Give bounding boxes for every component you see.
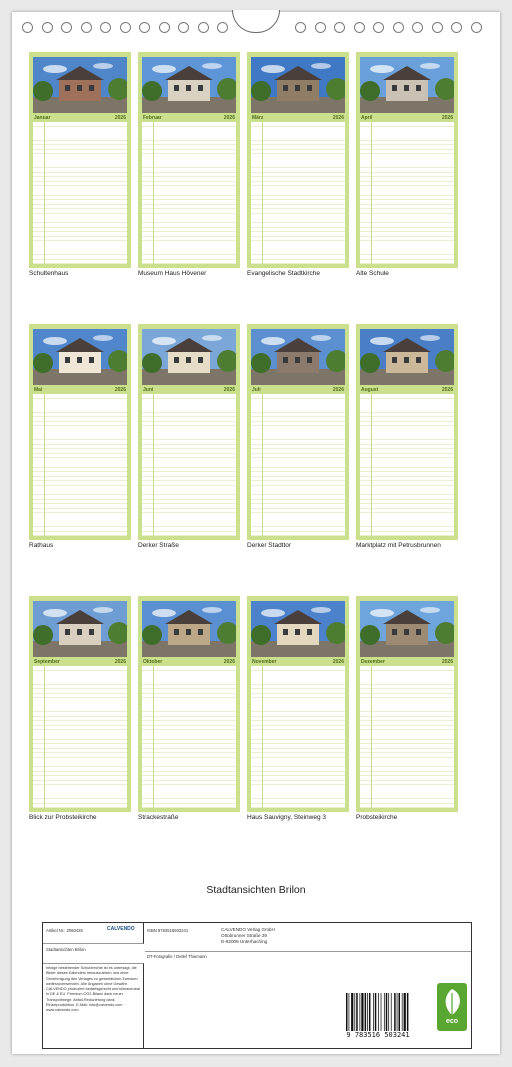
photo-caption: Strackestraße <box>138 814 179 821</box>
binding-hole <box>471 22 482 33</box>
isbn: ISBN 9783516503241 <box>147 928 189 933</box>
binding-hole <box>198 22 209 33</box>
month-name: April <box>361 115 373 121</box>
month-card <box>356 52 458 277</box>
month-header <box>360 387 454 393</box>
month-year: 2026 <box>441 659 453 665</box>
month-panel <box>247 324 349 540</box>
month-photo <box>251 601 345 657</box>
photo-caption: Marktplatz mit Petrusbrunnen <box>356 542 441 549</box>
month-card <box>247 324 349 549</box>
month-photo <box>33 329 127 385</box>
day-grid <box>251 122 345 264</box>
month-header <box>33 387 127 393</box>
day-grid <box>251 666 345 808</box>
photographer: DT-Fotografie / Detlef Thiemann <box>147 954 207 959</box>
barcode-bar <box>367 993 368 1031</box>
month-card <box>356 324 458 549</box>
photo-graphic <box>142 601 236 657</box>
day-grid <box>142 122 236 264</box>
month-year: 2026 <box>114 387 126 393</box>
barcode-bar <box>404 993 406 1031</box>
month-header <box>33 659 127 665</box>
day-grid <box>33 394 127 536</box>
binding-hole <box>42 22 53 33</box>
month-photo <box>360 329 454 385</box>
month-header <box>360 115 454 121</box>
calvendo-logo: CALVENDO <box>107 926 135 932</box>
legal-box <box>43 963 144 1048</box>
month-panel <box>138 596 240 812</box>
day-grid <box>360 394 454 536</box>
month-header <box>142 387 236 393</box>
photo-graphic <box>33 329 127 385</box>
day-grid <box>251 394 345 536</box>
month-header <box>251 659 345 665</box>
binding-hole <box>315 22 326 33</box>
month-name: September <box>34 659 60 665</box>
binding-hole <box>354 22 365 33</box>
month-panel <box>247 596 349 812</box>
month-card <box>138 596 240 821</box>
barcode-bar <box>360 993 361 1031</box>
month-photo <box>360 57 454 113</box>
month-card <box>138 324 240 549</box>
binding-hole <box>373 22 384 33</box>
photo-graphic <box>251 329 345 385</box>
day-grid <box>360 122 454 264</box>
month-card <box>138 52 240 277</box>
binding-hole <box>412 22 423 33</box>
month-panel <box>138 324 240 540</box>
photo-caption: Museum Haus Hövener <box>138 270 207 277</box>
article-number: Artikel Nr.: 2060426 <box>46 928 83 933</box>
month-panel <box>356 324 458 540</box>
photo-caption: Evangelische Stadtkirche <box>247 270 320 277</box>
binding-hole <box>100 22 111 33</box>
month-photo <box>360 601 454 657</box>
barcode-bar <box>399 993 401 1031</box>
barcode-bar <box>402 993 403 1031</box>
publisher-city: D-82008 Unterhaching <box>221 939 268 944</box>
month-name: Februar <box>143 115 162 121</box>
photo-graphic <box>251 601 345 657</box>
month-panel <box>247 52 349 268</box>
barcode-bar <box>356 993 358 1031</box>
month-name: August <box>361 387 379 393</box>
barcode-bar <box>346 993 348 1031</box>
month-year: 2026 <box>114 115 126 121</box>
barcode-bar <box>375 993 377 1031</box>
barcode-bar <box>384 993 385 1031</box>
month-header <box>142 659 236 665</box>
barcode-bar <box>407 993 409 1031</box>
month-header <box>33 115 127 121</box>
photo-caption: Derker Straße <box>138 542 179 549</box>
publisher-street: Ottobrunner Straße 39 <box>221 933 267 938</box>
barcode-bar <box>351 993 353 1031</box>
photo-caption: Blick zur Probsteikirche <box>29 814 97 821</box>
month-name: Oktober <box>143 659 163 665</box>
photo-caption: Probsteikirche <box>356 814 398 821</box>
barcode-bar <box>386 993 388 1031</box>
photo-graphic <box>142 329 236 385</box>
product-info-box <box>42 922 472 1049</box>
photo-graphic <box>33 57 127 113</box>
day-grid <box>142 666 236 808</box>
binding-hole <box>159 22 170 33</box>
photo-graphic <box>142 57 236 113</box>
day-grid <box>33 666 127 808</box>
month-card <box>247 52 349 277</box>
month-card <box>29 596 131 821</box>
month-panel <box>29 596 131 812</box>
barcode-bar <box>388 993 389 1031</box>
binding-hole <box>432 22 443 33</box>
barcode-bar <box>397 993 398 1031</box>
calendar-title: Stadtansichten Brilon <box>206 884 306 896</box>
month-photo <box>251 57 345 113</box>
day-grid <box>142 394 236 536</box>
month-photo <box>142 601 236 657</box>
month-year: 2026 <box>114 659 126 665</box>
month-photo <box>33 601 127 657</box>
article-box <box>43 923 144 944</box>
barcode-bar <box>378 993 379 1031</box>
month-year: 2026 <box>223 387 235 393</box>
month-header <box>251 387 345 393</box>
barcode-bar <box>361 993 363 1031</box>
month-year: 2026 <box>441 115 453 121</box>
month-header <box>251 115 345 121</box>
month-panel <box>356 52 458 268</box>
month-card <box>356 596 458 821</box>
product-title: Stadtansichten Brilon <box>46 947 86 952</box>
binding-hole <box>295 22 306 33</box>
month-year: 2026 <box>223 659 235 665</box>
barcode-bar <box>349 993 350 1031</box>
month-name: Januar <box>34 115 51 121</box>
month-year: 2026 <box>332 387 344 393</box>
publisher-name: CALVENDO Verlag GmbH <box>221 927 275 932</box>
info-divider <box>145 951 471 952</box>
month-photo <box>251 329 345 385</box>
barcode-bar <box>391 993 392 1031</box>
day-grid <box>360 666 454 808</box>
eco-badge <box>437 983 467 1031</box>
month-card <box>247 596 349 821</box>
photo-graphic <box>360 57 454 113</box>
month-photo <box>142 329 236 385</box>
month-year: 2026 <box>332 659 344 665</box>
legal-text: Infolge bestehender Schutzrechte ist es untersagt, die Bilder dieses Kalenders herauszulösen und ohne Genehmigung des Verlages zu gewerblichen Zwecken weiterzuverwenden. Alle Angaben ohne Gewähr. CALVENDO produziert bedarfsgerecht und klimaneutral in DE & EU. Premium CO2-Bilanz dank neuer Transportwege. Abfall-Reduzierung dank Einzelproduktion. E-Mail: info@calvendo.com · www.calvendo.com <box>46 966 140 1013</box>
barcode-bar <box>365 993 367 1031</box>
month-panel <box>29 324 131 540</box>
barcode-bar <box>394 993 396 1031</box>
binding-hole <box>217 22 228 33</box>
binding-hole <box>334 22 345 33</box>
photo-graphic <box>33 601 127 657</box>
barcode-bar <box>373 993 374 1031</box>
month-name: Mai <box>34 387 43 393</box>
photo-graphic <box>360 601 454 657</box>
calendar-sheet <box>12 12 500 1054</box>
month-photo <box>142 57 236 113</box>
photo-caption: Haus Sauvigny, Steinweg 3 <box>247 814 327 821</box>
binding-hole <box>120 22 131 33</box>
month-header <box>142 115 236 121</box>
photo-graphic <box>360 329 454 385</box>
barcode-bar <box>369 993 371 1031</box>
eco-label: eco <box>445 1018 459 1025</box>
photo-caption: Alte Schule <box>356 270 389 277</box>
day-grid <box>33 122 127 264</box>
month-year: 2026 <box>332 115 344 121</box>
binding-hole <box>393 22 404 33</box>
barcode-digits: 9 783516 503241 <box>346 1031 410 1039</box>
binding-hole <box>22 22 33 33</box>
month-name: November <box>252 659 277 665</box>
photo-graphic <box>251 57 345 113</box>
binding-hole <box>139 22 150 33</box>
month-year: 2026 <box>441 387 453 393</box>
month-panel <box>138 52 240 268</box>
barcode-bar <box>381 993 382 1031</box>
month-name: Juli <box>252 387 261 393</box>
binding-hole <box>61 22 72 33</box>
photo-caption: Schultenhaus <box>29 270 69 277</box>
month-card <box>29 324 131 549</box>
barcode-bar <box>354 993 355 1031</box>
month-name: Juni <box>143 387 154 393</box>
ean-barcode <box>343 991 413 1041</box>
month-panel <box>356 596 458 812</box>
month-photo <box>33 57 127 113</box>
binding-hole <box>81 22 92 33</box>
month-name: Dezember <box>361 659 385 665</box>
photo-caption: Derker Stadttor <box>247 542 292 549</box>
month-panel <box>29 52 131 268</box>
month-card <box>29 52 131 277</box>
photo-caption: Rathaus <box>29 542 54 549</box>
month-header <box>360 659 454 665</box>
binding-hole <box>451 22 462 33</box>
binding-hole <box>178 22 189 33</box>
month-name: März <box>252 115 264 121</box>
month-year: 2026 <box>223 115 235 121</box>
